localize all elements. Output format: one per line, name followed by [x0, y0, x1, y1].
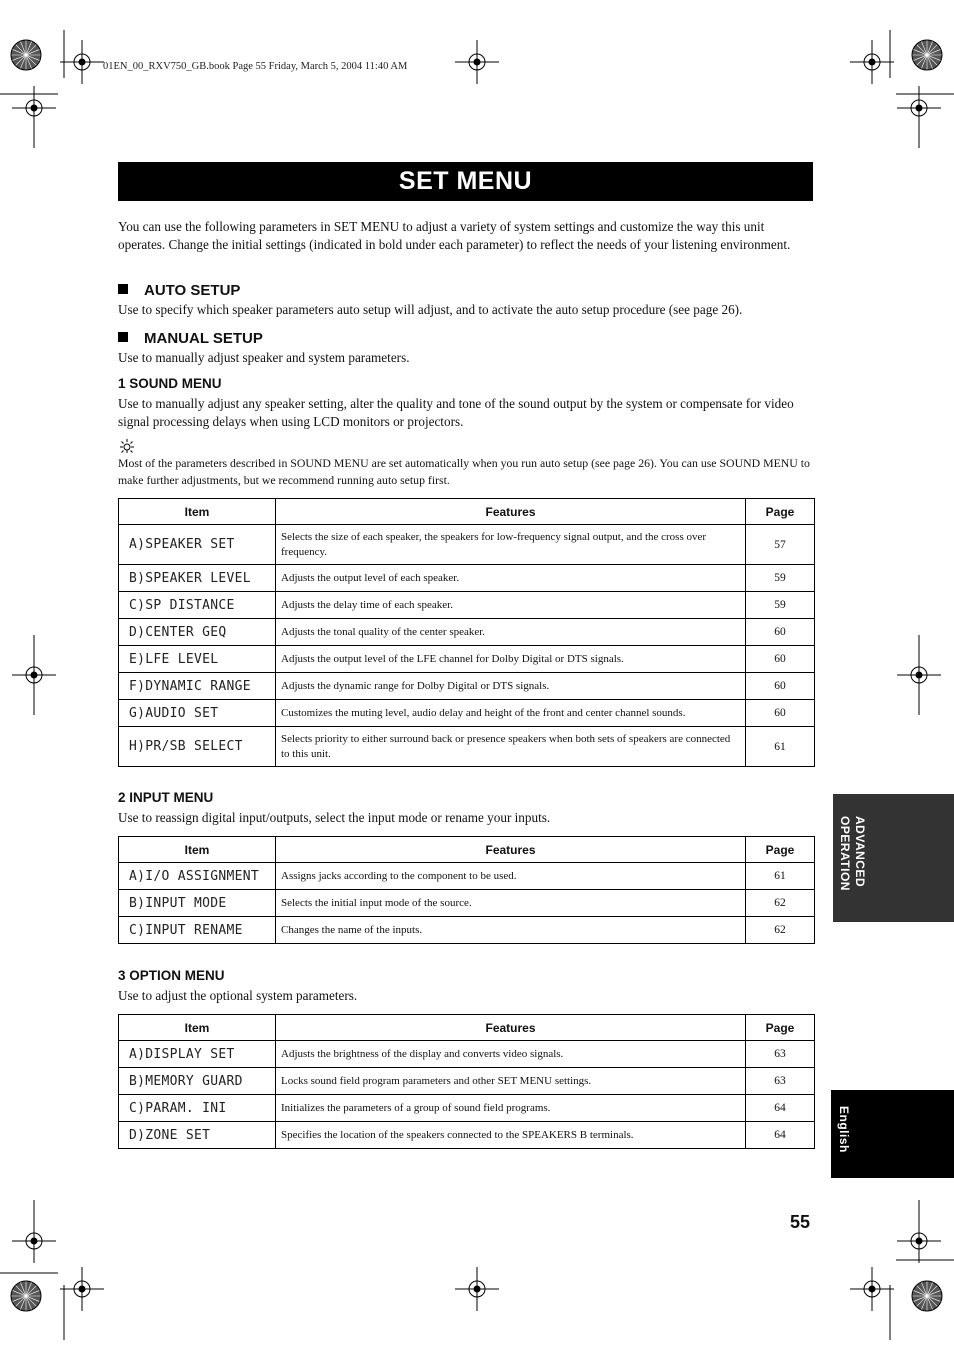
page-cell: 63 — [746, 1041, 815, 1068]
item-cell: F)DYNAMIC RANGE — [119, 673, 276, 700]
side-tab-advanced-label: ADVANCED OPERATION — [838, 816, 867, 891]
column-header-item: Item — [119, 499, 276, 525]
input-menu-text: Use to reassign digital input/outputs, select the input mode or rename your inputs. — [118, 810, 551, 825]
page-cell: 61 — [746, 727, 815, 767]
table-row — [119, 592, 815, 619]
lightbulb-icon — [118, 439, 136, 455]
auto-setup-text: Use to specify which speaker parameters auto setup will adjust, and to activate the auto setup procedure (see page 26). — [118, 302, 743, 317]
manual-setup-heading — [118, 330, 263, 347]
print-header-line: 01EN_00_RXV750_GB.book Page 55 Friday, March 5, 2004 11:40 AM — [103, 61, 408, 72]
feature-cell: Adjusts the output level of the LFE channel for Dolby Digital or DTS signals. — [276, 646, 746, 673]
feature-cell: Locks sound field program parameters and other SET MENU settings. — [276, 1068, 746, 1095]
page-cell: 60 — [746, 673, 815, 700]
table-row — [119, 890, 815, 917]
option-menu-text: Use to adjust the optional system parameters. — [118, 988, 358, 1003]
column-header-features: Features — [276, 499, 746, 525]
auto-setup-heading — [118, 282, 240, 299]
sound-menu-heading: 1 SOUND MENU — [118, 376, 222, 391]
table-row — [119, 646, 815, 673]
square-bullet-icon — [118, 332, 128, 342]
table-row — [119, 863, 815, 890]
table-row — [119, 525, 815, 565]
feature-cell: Specifies the location of the speakers connected to the SPEAKERS B terminals. — [276, 1122, 746, 1149]
table-row — [119, 673, 815, 700]
feature-cell: Selects priority to either surround back or presence speakers when both sets of speakers are connected to this unit. — [276, 727, 746, 767]
page-number: 55 — [790, 1212, 811, 1232]
page-cell: 62 — [746, 917, 815, 944]
item-cell: C)PARAM. INI — [119, 1095, 276, 1122]
manual-setup-heading-text: MANUAL SETUP — [144, 330, 263, 347]
item-cell: G)AUDIO SET — [119, 700, 276, 727]
table-row — [119, 1122, 815, 1149]
feature-cell: Assigns jacks according to the component to be used. — [276, 863, 746, 890]
page-cell: 60 — [746, 646, 815, 673]
feature-cell: Adjusts the dynamic range for Dolby Digital or DTS signals. — [276, 673, 746, 700]
item-cell: H)PR/SB SELECT — [119, 727, 276, 767]
table-row — [119, 619, 815, 646]
page-cell: 59 — [746, 565, 815, 592]
side-tab-english — [831, 1090, 954, 1178]
page-cell: 64 — [746, 1095, 815, 1122]
option-menu-table — [118, 1014, 815, 1149]
sound-menu-text: Use to manually adjust any speaker setting, alter the quality and tone of the sound output by the system or compensate for video signal processing delays when using LCD monitors or projectors. — [118, 396, 794, 429]
item-cell: D)ZONE SET — [119, 1122, 276, 1149]
feature-cell: Adjusts the delay time of each speaker. — [276, 592, 746, 619]
page-cell: 60 — [746, 619, 815, 646]
page-cell: 62 — [746, 890, 815, 917]
item-cell: C)SP DISTANCE — [119, 592, 276, 619]
page-cell: 61 — [746, 863, 815, 890]
page-cell: 64 — [746, 1122, 815, 1149]
item-cell: A)I/O ASSIGNMENT — [119, 863, 276, 890]
feature-cell: Adjusts the brightness of the display and converts video signals. — [276, 1041, 746, 1068]
square-bullet-icon — [118, 284, 128, 294]
auto-setup-heading-text: AUTO SETUP — [144, 282, 241, 299]
page-cell: 57 — [746, 525, 815, 565]
column-header-page: Page — [746, 499, 815, 525]
sound-menu-table — [118, 498, 815, 767]
table-row — [119, 1095, 815, 1122]
option-menu-heading: 3 OPTION MENU — [118, 968, 225, 983]
feature-cell: Initializes the parameters of a group of sound field programs. — [276, 1095, 746, 1122]
item-cell: A)SPEAKER SET — [119, 525, 276, 565]
feature-cell: Adjusts the tonal quality of the center speaker. — [276, 619, 746, 646]
item-cell: E)LFE LEVEL — [119, 646, 276, 673]
page-title: SET MENU — [118, 162, 813, 201]
column-header-item: Item — [119, 837, 276, 863]
feature-cell: Changes the name of the inputs. — [276, 917, 746, 944]
page-cell: 59 — [746, 592, 815, 619]
column-header-item: Item — [119, 1015, 276, 1041]
sound-menu-tip: Most of the parameters described in SOUND MENU are set automatically when you run auto setup (see page 26). You can use SOUND MENU to make further adjustments, but we recommend running auto setup first. — [118, 456, 810, 487]
column-header-page: Page — [746, 1015, 815, 1041]
item-cell: B)SPEAKER LEVEL — [119, 565, 276, 592]
table-row — [119, 727, 815, 767]
page-cell: 60 — [746, 700, 815, 727]
item-cell: A)DISPLAY SET — [119, 1041, 276, 1068]
intro-paragraph: You can use the following parameters in SET MENU to adjust a variety of system settings and customize the way this unit operates. Change the initial settings (indicated in bold under each parameter) to reflect the needs of your listening environment. — [118, 219, 791, 252]
item-cell: B)MEMORY GUARD — [119, 1068, 276, 1095]
feature-cell: Selects the initial input mode of the source. — [276, 890, 746, 917]
feature-cell: Customizes the muting level, audio delay and height of the front and center channel sounds. — [276, 700, 746, 727]
side-tab-english-label: English — [837, 1106, 851, 1153]
side-tab-advanced-operation — [833, 794, 954, 922]
column-header-features: Features — [276, 837, 746, 863]
table-row — [119, 700, 815, 727]
item-cell: D)CENTER GEQ — [119, 619, 276, 646]
item-cell: B)INPUT MODE — [119, 890, 276, 917]
feature-cell: Selects the size of each speaker, the speakers for low-frequency signal output, and the cross over frequency. — [276, 525, 746, 565]
table-row — [119, 565, 815, 592]
page-cell: 63 — [746, 1068, 815, 1095]
column-header-features: Features — [276, 1015, 746, 1041]
table-row — [119, 917, 815, 944]
manual-setup-text: Use to manually adjust speaker and system parameters. — [118, 350, 410, 365]
input-menu-table — [118, 836, 815, 944]
input-menu-heading: 2 INPUT MENU — [118, 790, 214, 805]
table-row — [119, 1068, 815, 1095]
table-row — [119, 1041, 815, 1068]
item-cell: C)INPUT RENAME — [119, 917, 276, 944]
column-header-page: Page — [746, 837, 815, 863]
feature-cell: Adjusts the output level of each speaker. — [276, 565, 746, 592]
